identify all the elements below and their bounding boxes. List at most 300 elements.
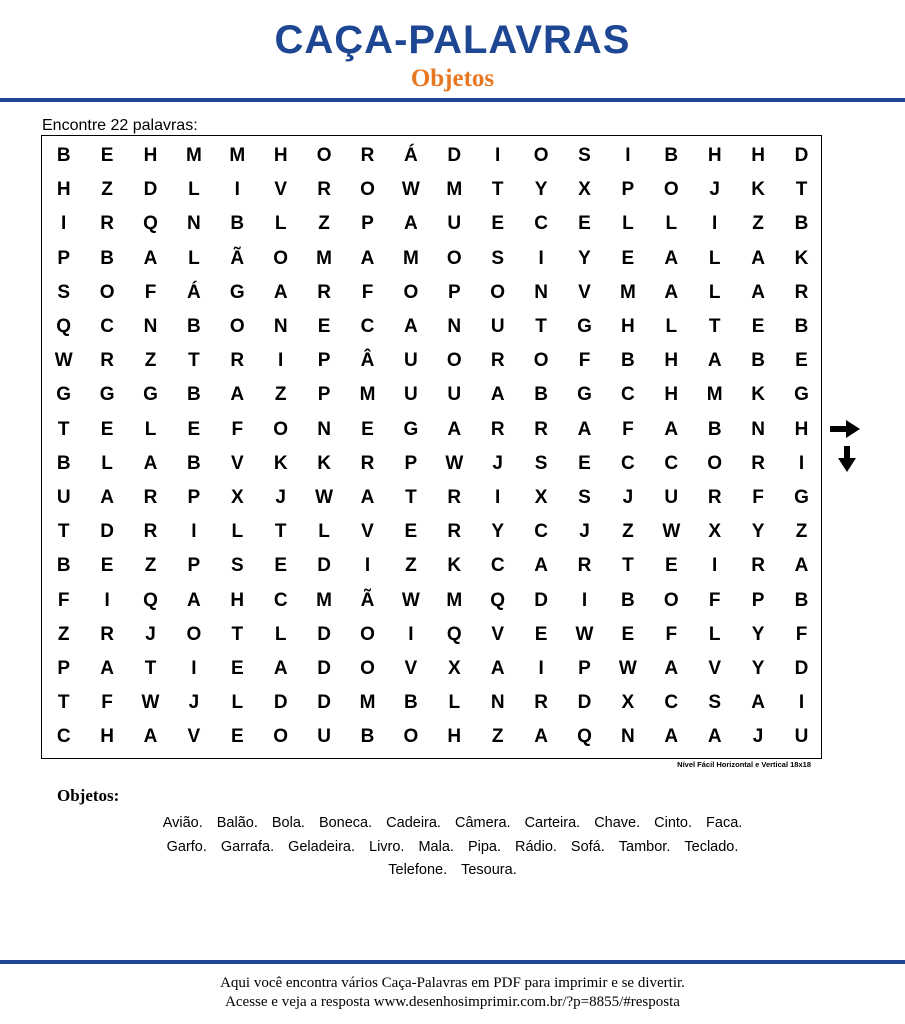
grid-letter: D xyxy=(447,145,462,166)
grid-letter: F xyxy=(144,281,157,303)
grid-letter: F xyxy=(231,418,244,440)
grid-letter: N xyxy=(447,316,462,337)
footer-line-1: Aqui você encontra vários Caça-Palavras em PDF para imprimir e se divertir. xyxy=(220,975,685,991)
grid-letter: C xyxy=(534,521,548,543)
grid-letter: Ã xyxy=(360,589,375,611)
grid-letter: I xyxy=(61,213,67,235)
grid-letter: N xyxy=(751,418,765,440)
grid-letter: R xyxy=(794,281,809,303)
grid-letter: R xyxy=(100,350,114,372)
grid-letter: E xyxy=(361,418,374,440)
grid-letter: T xyxy=(708,316,721,337)
grid-letter: A xyxy=(664,418,679,440)
grid-letter: L xyxy=(274,623,287,645)
grid-letter: Q xyxy=(143,589,158,611)
grid-letter: R xyxy=(534,418,548,440)
grid-letter: E xyxy=(491,213,505,235)
word-item: Garrafa. xyxy=(220,838,275,855)
grid-letter: P xyxy=(57,658,71,679)
grid-letter: R xyxy=(360,145,375,166)
grid-letter: O xyxy=(273,247,289,269)
grid-letter: V xyxy=(491,623,505,645)
word-item: Chave. xyxy=(594,815,641,831)
grid-letter: E xyxy=(100,555,114,577)
grid-letter: A xyxy=(707,726,722,748)
grid-letter: P xyxy=(187,555,201,577)
grid-letter: J xyxy=(579,521,590,543)
grid-letter: V xyxy=(187,726,201,748)
grid-letter: A xyxy=(273,281,288,303)
grid-letter: O xyxy=(707,452,723,474)
grid-letter: L xyxy=(274,213,287,235)
grid-letter: H xyxy=(751,145,765,166)
grid-letter: S xyxy=(230,555,244,577)
grid-letter: B xyxy=(794,316,809,337)
grid-letter: E xyxy=(187,418,201,440)
grid-letter: T xyxy=(231,623,244,645)
grid-letter: B xyxy=(794,589,809,611)
grid-letter: P xyxy=(751,589,765,611)
grid-letter: A xyxy=(143,726,158,748)
arrow-right-icon xyxy=(829,419,861,439)
grid-letter: P xyxy=(317,384,331,406)
grid-letter: N xyxy=(273,316,288,337)
grid-letter: Ã xyxy=(230,247,245,269)
grid-letter: E xyxy=(534,623,548,645)
grid-letter: O xyxy=(360,658,375,679)
grid-letter: V xyxy=(708,658,722,679)
grid-letter: Q xyxy=(577,726,592,748)
grid-letter: E xyxy=(795,350,808,372)
grid-letter: T xyxy=(535,316,547,337)
grid-letter: E xyxy=(751,316,765,337)
grid-letter: A xyxy=(100,487,114,508)
grid-row xyxy=(42,173,821,207)
grid-letter: W xyxy=(315,487,334,508)
grid-letter: Y xyxy=(751,521,765,543)
page-subtitle: Objetos xyxy=(410,65,495,92)
grid-letter: Y xyxy=(534,179,548,201)
grid-letter: F xyxy=(57,589,70,611)
grid-letter: B xyxy=(404,692,418,714)
grid-letter: D xyxy=(794,145,809,166)
grid-letter: A xyxy=(273,658,288,679)
grid-letter: K xyxy=(273,452,288,474)
grid-letter: H xyxy=(100,726,114,748)
word-item: Rádio. xyxy=(515,838,557,855)
grid-letter: D xyxy=(317,555,331,577)
grid-letter: A xyxy=(143,452,158,474)
grid-letter: W xyxy=(618,658,637,679)
grid-letter: T xyxy=(491,179,504,201)
grid-row xyxy=(42,207,821,241)
grid-letter: B xyxy=(664,145,679,166)
word-item: Balão. xyxy=(216,815,258,831)
grid-letter: E xyxy=(621,247,635,269)
grid-letter: O xyxy=(490,281,506,303)
grid-letter: A xyxy=(664,726,679,748)
grid-letter: A xyxy=(751,281,765,303)
grid-letter: H xyxy=(447,726,462,748)
grid-letter: D xyxy=(273,692,288,714)
grid-letter: A xyxy=(664,658,679,679)
grid-letter: E xyxy=(274,555,288,577)
grid-letter: R xyxy=(490,418,505,440)
grid-letter: M xyxy=(619,281,636,303)
grid-letter: I xyxy=(712,555,718,577)
grid-letter: N xyxy=(187,213,201,235)
grid-letter: X xyxy=(230,487,244,508)
grid-letter: E xyxy=(100,145,114,166)
grid-letter: X xyxy=(447,658,461,679)
grid-letter: C xyxy=(664,692,679,714)
grid-letter: A xyxy=(404,316,418,337)
grid-letter: H xyxy=(273,145,288,166)
grid-letter: L xyxy=(144,418,157,440)
grid-letter: C xyxy=(534,213,548,235)
grid-letter: A xyxy=(187,589,201,611)
grid-letter: M xyxy=(229,145,246,166)
footer-divider xyxy=(0,960,905,964)
grid-letter: X xyxy=(621,692,635,714)
grid-letter: E xyxy=(230,658,244,679)
grid-letter: Z xyxy=(405,555,417,577)
grid-letter: U xyxy=(317,726,331,748)
grid-letter: R xyxy=(317,281,331,303)
grid-letter: I xyxy=(538,247,544,269)
words-list xyxy=(60,812,845,883)
grid-row xyxy=(42,447,821,481)
grid-letter: X xyxy=(708,521,722,543)
grid-letter: E xyxy=(404,521,418,543)
grid-letter: H xyxy=(230,589,245,611)
grid-letter: B xyxy=(621,589,635,611)
grid-letter: M xyxy=(359,692,376,714)
grid-letter: A xyxy=(143,247,158,269)
word-item: Câmera. xyxy=(454,815,511,831)
grid-letter: W xyxy=(575,623,594,645)
grid-letter: W xyxy=(401,179,420,201)
grid-letter: Z xyxy=(752,213,764,235)
grid-letter: A xyxy=(577,418,592,440)
grid-letter: A xyxy=(360,487,375,508)
grid-letter: R xyxy=(707,487,722,508)
grid-letter: K xyxy=(751,384,765,406)
grid-letter: V xyxy=(578,281,591,303)
grid-letter: C xyxy=(56,726,71,748)
grid-letter: L xyxy=(188,247,200,269)
grid-letter: G xyxy=(794,487,809,508)
grid-letter: G xyxy=(577,316,592,337)
grid-letter: L xyxy=(622,213,634,235)
grid-letter: I xyxy=(538,658,544,679)
grid-letter: A xyxy=(360,247,375,269)
grid-letter: F xyxy=(622,418,634,440)
grid-letter: Â xyxy=(360,350,375,372)
grid-letter: U xyxy=(56,487,71,508)
word-item: Avião. xyxy=(162,815,203,831)
grid-letter: O xyxy=(360,179,375,201)
grid-letter: I xyxy=(234,179,240,201)
grid-letter: R xyxy=(534,692,548,714)
grid-letter: A xyxy=(707,350,722,372)
grid-letter: R xyxy=(577,555,592,577)
grid-letter: Z xyxy=(318,213,330,235)
grid-letter: P xyxy=(317,350,331,372)
grid-letter: O xyxy=(533,350,549,372)
grid-letter: Á xyxy=(404,145,418,166)
grid-letter: O xyxy=(446,247,462,269)
grid-letter: R xyxy=(360,452,375,474)
grid-letter: U xyxy=(490,316,505,337)
grid-letter: K xyxy=(447,555,462,577)
grid-letter: V xyxy=(274,179,288,201)
grid-letter: W xyxy=(401,589,420,611)
grid-letter: L xyxy=(318,521,330,543)
grid-letter: V xyxy=(361,521,374,543)
arrow-down-icon xyxy=(837,445,857,473)
word-item: Garfo. xyxy=(166,838,207,855)
grid-letter: T xyxy=(274,521,287,543)
grid-letter: J xyxy=(145,623,156,645)
grid-letter: N xyxy=(534,281,548,303)
grid-letter: M xyxy=(316,247,332,269)
footer-line-2: Acesse e veja a resposta www.desenhosimprimir.com.br/?p=8855/#resposta xyxy=(225,994,680,1010)
grid-letter: M xyxy=(185,145,202,166)
grid-row xyxy=(42,378,821,412)
grid-letter: H xyxy=(794,418,809,440)
grid-letter: W xyxy=(141,692,160,714)
grid-letter: H xyxy=(707,145,722,166)
grid-letter: M xyxy=(359,384,376,406)
grid-letter: I xyxy=(191,521,197,543)
grid-letter: S xyxy=(708,692,722,714)
grid-letter: I xyxy=(495,487,501,508)
grid-letter: O xyxy=(533,145,549,166)
grid-letter: O xyxy=(273,726,289,748)
grid-letter: C xyxy=(273,589,288,611)
grid-letter: Z xyxy=(795,521,808,543)
grid-letter: A xyxy=(447,418,462,440)
grid-letter: Z xyxy=(491,726,504,748)
grid-letter: P xyxy=(361,213,374,235)
grid-letter: I xyxy=(104,589,110,611)
grid-letter: O xyxy=(99,281,115,303)
grid-letter: C xyxy=(621,384,635,406)
grid-letter: L xyxy=(231,692,244,714)
grid-letter: R xyxy=(143,487,158,508)
grid-letter: T xyxy=(795,179,808,201)
grid-letter: S xyxy=(578,145,591,166)
grid-letter: A xyxy=(664,247,679,269)
grid-row xyxy=(42,344,821,378)
grid-letter: B xyxy=(100,247,114,269)
grid-letter: D xyxy=(577,692,592,714)
grid-letter: L xyxy=(231,521,244,543)
grid-letter: M xyxy=(402,247,419,269)
grid-letter: L xyxy=(448,692,461,714)
grid-letter: C xyxy=(664,452,679,474)
grid-letter: A xyxy=(490,384,505,406)
grid-letter: B xyxy=(707,418,722,440)
grid-letter: I xyxy=(581,589,588,611)
grid-letter: U xyxy=(447,213,462,235)
grid-letter: X xyxy=(534,487,548,508)
grid-letter: H xyxy=(621,316,635,337)
grid-letter: K xyxy=(317,452,331,474)
word-item: Telefone. xyxy=(388,862,448,878)
grid-letter: R xyxy=(447,521,462,543)
grid-letter: K xyxy=(751,179,765,201)
grid-letter: A xyxy=(490,658,505,679)
grid-letter: F xyxy=(708,589,721,611)
grid-letter: X xyxy=(578,179,591,201)
word-item: Teclado. xyxy=(684,838,739,855)
grid-letter: Q xyxy=(56,316,72,337)
grid-letter: F xyxy=(361,281,374,303)
word-item: Livro. xyxy=(369,838,405,855)
word-item: Boneca. xyxy=(318,815,373,831)
word-item: Sofá. xyxy=(570,838,605,855)
grid-letter: O xyxy=(360,623,375,645)
grid-letter: O xyxy=(446,350,462,372)
grid-letter: E xyxy=(230,726,244,748)
grid-letter: H xyxy=(664,350,679,372)
grid-row xyxy=(42,310,821,344)
word-item: Cadeira. xyxy=(386,815,441,831)
grid-letter: J xyxy=(275,487,286,508)
grid-letter: B xyxy=(360,726,375,748)
grid-letter: P xyxy=(404,452,418,474)
grid-letter: C xyxy=(100,316,114,337)
grid-letter: T xyxy=(144,658,157,679)
grid-letter: A xyxy=(534,555,548,577)
grid-letter: Y xyxy=(578,247,591,269)
word-item: Tesoura. xyxy=(461,862,517,878)
grid-letter: H xyxy=(143,145,158,166)
grid-letter: N xyxy=(317,418,331,440)
grid-letter: P xyxy=(621,179,635,201)
grid-letter: O xyxy=(403,726,419,748)
grid-letter: P xyxy=(187,487,201,508)
grid-letter: Q xyxy=(490,589,506,611)
grid-letter: G xyxy=(794,384,809,406)
grid-letter: I xyxy=(408,623,414,645)
grid-row xyxy=(42,481,821,515)
grid-letter: U xyxy=(664,487,679,508)
grid-letter: F xyxy=(795,623,808,645)
grid-row xyxy=(42,139,821,173)
grid-letter: L xyxy=(708,247,721,269)
grid-letter: R xyxy=(447,487,462,508)
grid-letter: D xyxy=(317,623,331,645)
grid-row xyxy=(42,413,821,447)
grid-letter: T xyxy=(57,418,70,440)
grid-row xyxy=(42,584,821,618)
grid-letter: A xyxy=(794,555,809,577)
grid-letter: L xyxy=(188,179,200,201)
grid-letter: E xyxy=(578,452,591,474)
header-divider xyxy=(0,98,905,102)
grid-letter: P xyxy=(578,658,591,679)
grid-letter: Y xyxy=(751,658,765,679)
grid-letter: K xyxy=(794,247,809,269)
grid-letter: G xyxy=(403,418,419,440)
grid-letter: P xyxy=(447,281,461,303)
grid-letter: D xyxy=(317,658,331,679)
grid-letter: F xyxy=(665,623,678,645)
grid-letter: M xyxy=(706,384,723,406)
grid-letter: B xyxy=(56,452,71,474)
grid-letter: T xyxy=(188,350,200,372)
grid-letter: A xyxy=(230,384,245,406)
words-line xyxy=(60,836,845,860)
grid-letter: S xyxy=(491,247,505,269)
grid-letter: Q xyxy=(143,213,158,235)
grid-letter: F xyxy=(752,487,764,508)
grid-letter: B xyxy=(751,350,765,372)
word-item: Geladeira. xyxy=(288,838,355,855)
word-item: Pipa. xyxy=(467,838,501,855)
grid-letter: D xyxy=(794,658,809,679)
grid-letter: S xyxy=(578,487,591,508)
grid-letter: L xyxy=(665,213,678,235)
grid-letter: T xyxy=(405,487,417,508)
grid-letter: O xyxy=(663,179,679,201)
grid-letter: O xyxy=(186,623,202,645)
grid-letter: I xyxy=(191,658,197,679)
grid-letter: M xyxy=(446,179,463,201)
grid-letter: E xyxy=(578,213,591,235)
grid-letter: J xyxy=(752,726,764,748)
grid-row xyxy=(42,276,821,310)
words-list-title: Objetos: xyxy=(57,786,120,805)
grid-letter: O xyxy=(663,589,679,611)
grid-letter: T xyxy=(622,555,634,577)
grid-letter: H xyxy=(56,179,71,201)
grid-letter: V xyxy=(230,452,244,474)
grid-letter: D xyxy=(100,521,114,543)
word-item: Mala. xyxy=(418,838,454,855)
grid-letter: U xyxy=(404,350,418,372)
grid-letter: I xyxy=(625,145,631,166)
word-item: Faca. xyxy=(706,815,743,831)
grid-letter: B xyxy=(794,213,809,235)
grid-letter: I xyxy=(712,213,718,235)
grid-letter: D xyxy=(143,179,158,201)
grid-letter: R xyxy=(317,179,331,201)
grid-letter: N xyxy=(490,692,505,714)
grid-letter: A xyxy=(751,692,765,714)
grid-letter: O xyxy=(316,145,332,166)
grid-letter: Z xyxy=(144,350,157,372)
grid-letter: G xyxy=(99,384,115,406)
grid-letter: R xyxy=(490,350,505,372)
grid-letter: Z xyxy=(622,521,634,543)
grid-letter: B xyxy=(187,316,201,337)
grid-row xyxy=(42,618,821,652)
grid-letter: S xyxy=(534,452,548,474)
grid-letter: C xyxy=(621,452,635,474)
grid-letter: U xyxy=(447,384,462,406)
grid-letter: N xyxy=(143,316,158,337)
grid-letter: E xyxy=(317,316,331,337)
grid-letter: R xyxy=(230,350,245,372)
word-item: Carteira. xyxy=(524,815,581,831)
grid-letter: E xyxy=(621,623,635,645)
grid-letter: I xyxy=(495,145,501,166)
page-title: CAÇA-PALAVRAS xyxy=(274,18,631,62)
